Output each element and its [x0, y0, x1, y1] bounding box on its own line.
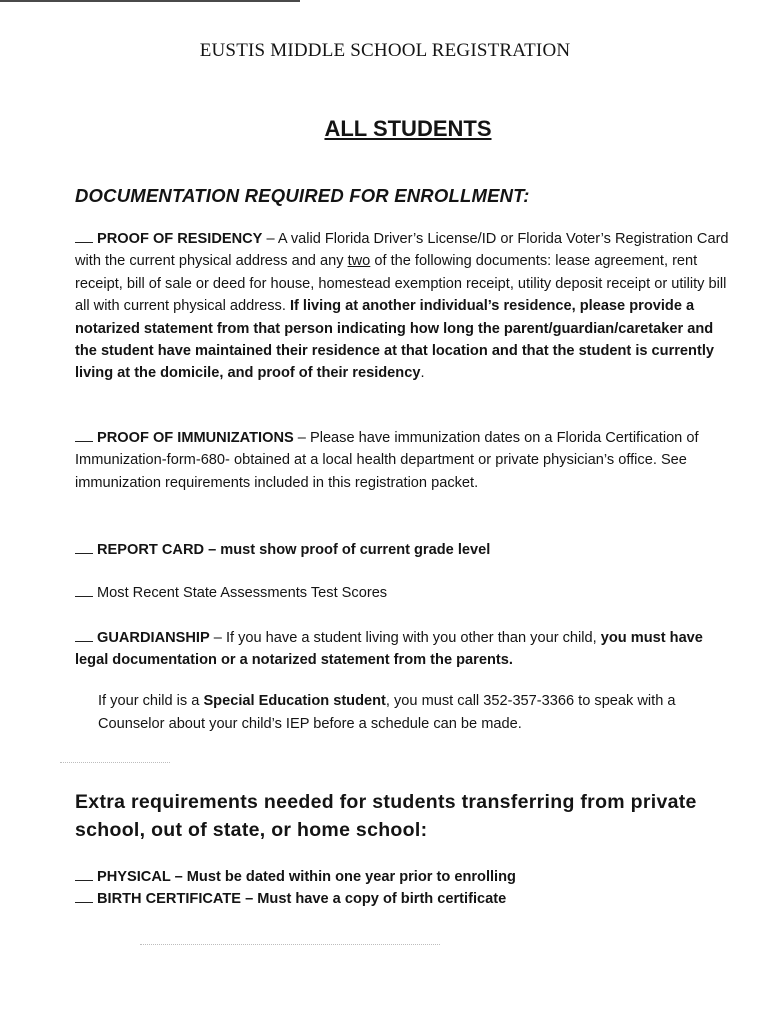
- immunizations-text: Please have immunization dates on a Florida Certification of Immunization-form-680- obtained at a local health department or private physician’s office. See immunization requirements included in this registration packet.: [75, 430, 699, 491]
- residency-label: PROOF OF RESIDENCY: [97, 231, 263, 247]
- guardianship-label: GUARDIANSHIP: [97, 630, 210, 646]
- page-subtitle: ALL STUDENTS: [324, 116, 492, 141]
- special-education-note: [98, 690, 738, 736]
- residency-bold-text: If living at another individual’s residence, please provide a notarized statement from that person indicating how long the parent/guardian/caretaker and the student have maintained their residence at that location and that the student is currently living at the domicile, and proof of their residency: [75, 298, 714, 382]
- checklist-item-guardianship: [75, 627, 735, 672]
- page-title: EUSTIS MIDDLE SCHOOL REGISTRATION: [199, 40, 571, 61]
- residency-text-2: of the following documents: lease agreement, rent receipt, bill of sale or deed for house, homestead exemption receipt, utility deposit receipt or utility bill all with current physical address.: [75, 253, 727, 315]
- section-heading-extra-requirements: Extra requirements needed for students transferring from private school, out of state, or home school:: [75, 791, 697, 841]
- checklist-item-assessments: [75, 582, 735, 604]
- checkbox-blank[interactable]: [75, 890, 93, 903]
- checkbox-blank[interactable]: [75, 584, 93, 597]
- assessments-text: Most Recent State Assessments Test Scores: [97, 585, 388, 601]
- immunizations-label: PROOF OF IMMUNIZATIONS: [97, 430, 294, 446]
- residency-two: two: [347, 253, 371, 270]
- checkbox-blank[interactable]: [75, 868, 93, 881]
- scan-dots: [140, 944, 440, 946]
- special-ed-bold: Special Education student: [203, 693, 386, 709]
- special-ed-text-1: If your child is a: [98, 693, 204, 709]
- top-border-line: [0, 0, 300, 2]
- report-card-text: REPORT CARD – must show proof of current grade level: [97, 542, 491, 558]
- checkbox-blank[interactable]: [75, 230, 93, 243]
- guardianship-dash: –: [209, 630, 226, 646]
- special-ed-text-2: , you must call 352-357-3366 to speak with a Counselor about your child’s IEP before a schedule can be made.: [98, 693, 676, 732]
- checklist-item-physical: [75, 866, 735, 888]
- checklist-item-report-card: [75, 539, 735, 561]
- scan-dots: [60, 762, 170, 764]
- section-heading-documentation: DOCUMENTATION REQUIRED FOR ENROLLMENT:: [75, 185, 530, 206]
- checkbox-blank[interactable]: [75, 629, 93, 642]
- guardianship-text: If you have a student living with you other than your child,: [225, 630, 601, 646]
- residency-end: .: [420, 365, 425, 382]
- residency-dash: –: [262, 231, 278, 247]
- birth-certificate-text: BIRTH CERTIFICATE – Must have a copy of birth certificate: [97, 891, 507, 907]
- immunizations-dash: –: [293, 430, 310, 446]
- checklist-item-birth-certificate: [75, 888, 735, 910]
- physical-text: PHYSICAL – Must be dated within one year prior to enrolling: [97, 869, 516, 885]
- residency-text-1: A valid Florida Driver’s License/ID or Florida Voter’s Registration Card with the current physical address and any: [75, 231, 729, 270]
- checkbox-blank[interactable]: [75, 429, 93, 442]
- checklist-item-residency: [75, 228, 735, 385]
- checkbox-blank[interactable]: [75, 541, 93, 554]
- checklist-item-immunizations: [75, 427, 735, 494]
- guardianship-bold-text: you must have legal documentation or a notarized statement from the parents.: [75, 630, 703, 669]
